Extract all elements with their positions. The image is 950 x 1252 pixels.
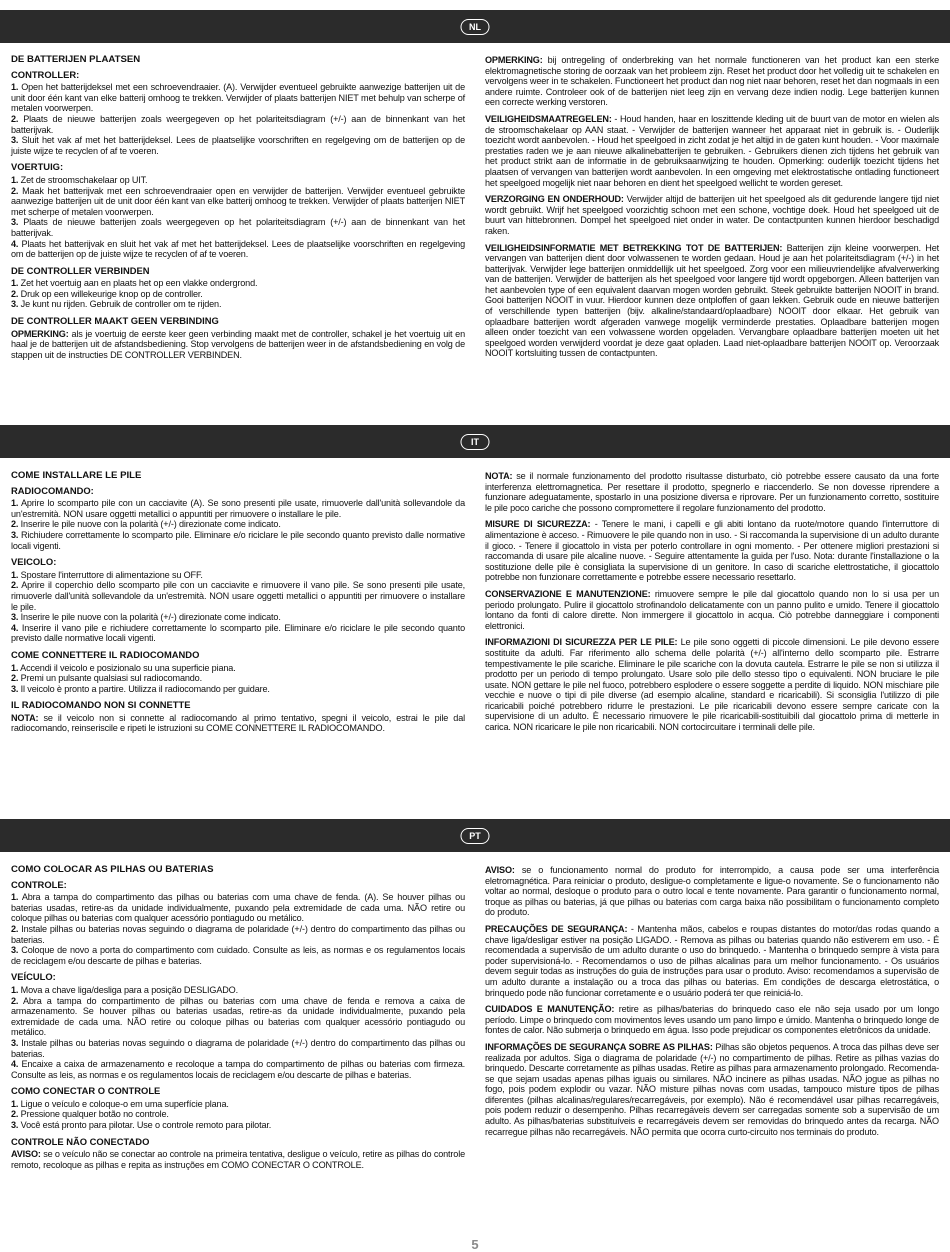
- step-text: Sluit het vak af met het batterijdeksel. Lees de plaatselijke voorschriften en regelgeving om de batterijen op de juiste wijze te recyclen of af te voeren.: [11, 135, 465, 156]
- step-text: Pressione qualquer botão no controle.: [18, 1109, 169, 1120]
- paragraph-text: retire as pilhas/baterias do brinquedo caso ele não seja usado por um longo período. Limpe o brinquedo com movimentos leves usando um pano limpo e úmido. Mantenha o brinquedo longe de fontes de calor. Não submerja o brinquedo em água. Isso pode prejudicar os componentes eletrônicos da unidade.: [485, 1004, 939, 1036]
- step-text: Je kunt nu rijden. Gebruik de controller om te rijden.: [18, 299, 222, 310]
- subheading: VEÍCULO:: [11, 971, 56, 983]
- paragraph: [11, 329, 465, 361]
- it-left-column: [11, 471, 465, 740]
- step-number: 4.: [11, 1059, 19, 1070]
- instruction-step: [11, 996, 465, 1038]
- step-text: Open het batterijdeksel met een schroevendraaier. (A). Verwijder eventueel gebruikte aanwezige batterijen uit de unit door één kant van elke batterij omhoog te trekken. Verwijder of plaats batterijen NIET met behulp van scherpe of metalen voorwerpen.: [11, 82, 465, 114]
- instruction-step: [11, 1038, 465, 1059]
- instruction-step: [11, 673, 465, 684]
- language-badge-it: IT: [461, 434, 490, 450]
- paragraph-label: INFORMAZIONI DI SICUREZZA PER LE PILE:: [485, 637, 678, 648]
- paragraph-label: VERZORGING EN ONDERHOUD:: [485, 194, 624, 205]
- step-text: Plaats de nieuwe batterijen zoals weergegeven op het polariteitsdiagram (+/-) aan de binnenkant van het batterijvak.: [11, 113, 465, 135]
- step-number: 2.: [11, 113, 19, 124]
- paragraph-text: als je voertuig de eerste keer geen verbinding maakt met de controller, schakel je het voertuig uit en haal je de batterijen uit de afstandsbediening. Stop vervolgens de batterijen weer in de afstandsbediening en volg de stappen uit de instructies DE CONTROLLER VERBINDEN.: [11, 328, 465, 360]
- instruction-step: [11, 580, 465, 612]
- subheading: COMO CONECTAR O CONTROLE: [11, 1085, 161, 1097]
- paragraph-label: MISURE DI SICUREZZA:: [485, 519, 591, 530]
- instruction-list: [11, 663, 465, 695]
- paragraph: [485, 1004, 939, 1036]
- language-band-nl: [0, 10, 950, 43]
- step-text: Aprire lo scomparto pile con un cacciavite (A). Se sono presenti pile usate, rimuoverle dall'unità sollevandole da un'estremità. NON usare oggetti metallici o appuntiti per rimuovere o installare le pile.: [11, 498, 465, 519]
- language-badge-pt: PT: [461, 828, 490, 844]
- step-number: 3.: [11, 683, 19, 694]
- instruction-step: [11, 612, 465, 623]
- step-text: Ligue o veículo e coloque-o em uma superfície plana.: [18, 1098, 229, 1109]
- paragraph-label: OPMERKING:: [11, 328, 69, 339]
- step-text: Você está pronto para pilotar. Use o controle remoto para pilotar.: [18, 1120, 272, 1131]
- paragraph-text: se o veículo não se conectar ao controle na primeira tentativa, desligue o veículo, retire as pilhas do controle remoto, recoloque as pilhas e repita as instruções em COMO CONECTAR O CONTROLE.: [11, 1149, 465, 1170]
- step-number: 3.: [11, 299, 19, 310]
- paragraph-label: CUIDADOS E MANUTENÇÃO:: [485, 1004, 615, 1015]
- instruction-list: [11, 175, 465, 260]
- step-number: 1.: [11, 498, 19, 509]
- language-band-pt: [0, 819, 950, 852]
- subheading: DE CONTROLLER VERBINDEN: [11, 264, 150, 276]
- paragraph-text: - Houd handen, haar en loszittende kleding uit de buurt van de motor en wielen als de stroomschakelaar op AAN staat. - Verwijder de batterijen wanneer het apparaat niet in gebruik is. - Ouderlijk toezicht wordt aanbevolen. - Houd het speelgoed in zicht zodat je het altijd in de gaten kunt houden. - Voor maximale prestaties raden we je aan nieuwe alkalinebatterijen te gebruiken. - Gebruikers dienen zich tijdens het gebruik van het product strikt aan de informatie in de gebruiksaanwijzing te houden. Opmerking: ouderlijk toezicht tijdens het plaatsen of vervangen van batterijen wordt aanbevolen. In een omgeving met elektrostatische ontlading functioneert het speelgoed mogelijk niet naar behoren en dient het speelgoed wellicht te worden gereset.: [485, 113, 939, 188]
- instruction-step: [11, 1099, 465, 1110]
- subheading: COME CONNETTERE IL RADIOCOMANDO: [11, 648, 200, 660]
- step-number: 1.: [11, 82, 19, 93]
- paragraph-label: VEILIGHEIDSMAATREGELEN:: [485, 113, 612, 124]
- section-title: COMO COLOCAR AS PILHAS OU BATERIAS: [11, 864, 214, 875]
- subheading: IL RADIOCOMANDO NON SI CONNETTE: [11, 699, 191, 711]
- paragraph-label: NOTA:: [11, 712, 39, 723]
- step-text: Plaats de nieuwe batterijen zoals weergegeven op het polariteitsdiagram (+/-) aan de binnenkant van het batterijvak.: [11, 217, 465, 238]
- step-number: 1.: [11, 892, 19, 903]
- instruction-list: [11, 570, 465, 644]
- paragraph: [485, 114, 939, 188]
- pt-left-column: [11, 865, 465, 1176]
- step-text: Richiudere correttamente lo scomparto pile. Eliminare e/o riciclare le pile secondo quanto previsto dalle normative locali vigenti.: [11, 529, 465, 551]
- step-number: 4.: [11, 238, 19, 249]
- paragraph: [485, 865, 939, 918]
- paragraph: [485, 471, 939, 513]
- section-title: DE BATTERIJEN PLAATSEN: [11, 54, 141, 65]
- step-text: Instale pilhas ou baterias novas seguindo o diagrama de polaridade (+/-) dentro do compartimento das pilhas ou baterias.: [11, 923, 465, 945]
- step-number: 4.: [11, 622, 19, 633]
- step-number: 2.: [11, 923, 19, 934]
- paragraph-text: - Mantenha mãos, cabelos e roupas distantes do motor/das rodas quando a chave liga/desligar estiver na posição LIGADO. - Remova as pilhas ou baterias quando não estiverem em uso. - É recomendada a supervisão de um adulto durante o uso do brinquedo. - Mantenha o brinquedo sempre à vista para poder supervisioná-lo. - Recomendamos o uso de pilhas alcalinas para um melhor funcionamento. - Os usuários devem seguir todas as instruções do guia de instruções para usar o produto. Aviso: recomendamos a supervisão de um adulto durante a instalação ou a troca das pilhas ou baterias. Em condições de descarga eletrostática, o brinquedo pode não funcionar corretamente e o usuário poderá ter que reiniciá-lo.: [485, 923, 939, 998]
- instruction-step: [11, 1109, 465, 1120]
- instruction-step: [11, 114, 465, 135]
- instruction-step: [11, 289, 465, 300]
- paragraph-label: CONSERVAZIONE E MANUTENZIONE:: [485, 588, 651, 599]
- step-number: 2.: [11, 673, 19, 684]
- instruction-step: [11, 299, 465, 310]
- step-text: Mova a chave liga/desliga para a posição DESLIGADO.: [18, 984, 238, 995]
- step-text: Zet de stroomschakelaar op UIT.: [18, 174, 148, 185]
- paragraph-label: INFORMAÇÕES DE SEGURANÇA SOBRE AS PILHAS:: [485, 1041, 713, 1052]
- paragraph-text: Pilhas são objetos pequenos. A troca das pilhas deve ser realizada por adultos. Siga o diagrama de polaridade (+/-) no compartimento de pilhas. Retire as pilhas vazias do brinquedo. Descarte corretamente as pilhas usadas. Retire as pilhas para armazenamento prolongado. Recomenda-se que sejam usadas apenas pilhas iguais ou similares. NÃO incinere as pilhas usadas. NÃO jogue as pilhas no fogo, pois podem explodir ou vazar. NÃO misture pilhas novas com usadas, tampouco misture tipos de pilhas diferentes (pilhas alcalinas/regulares/recarregáveis, por exemplo). Não é recomendável usar pilhas recarregáveis, pois podem reduzir o desempenho. Pilhas recarregáveis devem ser carregadas somente sob a supervisão de um adulto. As pilhas/baterias substituíveis e recarregáveis devem ser removidas do brinquedo antes da recarga. NÃO recarregue pilhas não recarregáveis. NÃO permita que ocorra curto-circuito nos terminais do produto.: [485, 1041, 939, 1137]
- subheading: CONTROLLER:: [11, 68, 80, 80]
- paragraph-text: Le pile sono oggetti di piccole dimensioni. Le pile devono essere sostituite da adulti. Far riferimento allo schema delle polarità (+/-) all'interno dello scomparto pile. Estrarre tempestivamente le pile scariche. Eliminare le pile scariche con la dovuta cautela. Estrarre le pile se non si utilizza il prodotto per un periodo di tempo prolungato. Usare solo pile dello stesso tipo o equivalenti. NON bruciare le pile usate. NON gettare le pile nel fuoco, potrebbero esplodere o essere soggette a perdite di liquido. NON mischiare pile vecchie e nuove o tipi di pile diverse (ad esempio alcaline, standard e ricaricabili). Si sconsiglia l'utilizzo di pile ricaricabili poiché potrebbero ridurre le prestazioni. Le pile ricaricabili devono essere sempre caricate con la supervisione di un adulto. È necessario rimuovere le pile ricaricabili-sostituibili dal giocattolo prima di metterle in carica. NON ricaricare le pile non ricaricabili. NON cortocircuitare i terminali delle pile.: [485, 637, 939, 733]
- paragraph-label: VEILIGHEIDSINFORMATIE MET BETREKKING TOT DE BATTERIJEN:: [485, 242, 783, 253]
- instruction-step: [11, 1059, 465, 1080]
- instruction-step: [11, 570, 465, 581]
- step-number: 2.: [11, 580, 19, 591]
- paragraph-label: AVISO:: [485, 865, 515, 875]
- subheading: RADIOCOMANDO:: [11, 484, 94, 496]
- step-text: Inserire le pile nuove con la polarità (+/-) direzionate come indicato.: [18, 519, 281, 530]
- instruction-step: [11, 924, 465, 945]
- pt-right-column: [485, 865, 939, 1143]
- step-text: Spostare l'interruttore di alimentazione su OFF.: [18, 569, 203, 580]
- subheading: VEICOLO:: [11, 556, 57, 568]
- language-band-it: [0, 425, 950, 458]
- step-text: Coloque de novo a porta do compartimento com cuidado. Consulte as leis, as normas e os regulamentos locais de reciclagem e/ou descarte de pilhas e baterias.: [11, 945, 465, 966]
- step-number: 3.: [11, 135, 19, 146]
- instruction-step: [11, 945, 465, 966]
- step-number: 1.: [11, 278, 19, 289]
- step-text: Encaixe a caixa de armazenamento e recoloque a tampa do compartimento de pilhas ou baterias com firmeza. Consulte as leis, as normas e os regulamentos locais de reciclagem e/ou descarte de pilhas e baterias.: [11, 1059, 465, 1080]
- instruction-list: [11, 892, 465, 966]
- nl-right-column: [485, 55, 939, 365]
- instruction-step: [11, 684, 465, 695]
- instruction-step: [11, 217, 465, 238]
- step-text: Inserire il vano pile e richiudere correttamente lo scomparto pile. Eliminare e/o riciclare le pile secondo quanto previsto dalle normative locali vigenti.: [11, 622, 465, 644]
- instruction-step: [11, 1120, 465, 1131]
- step-text: Maak het batterijvak met een schroevendraaier open en verwijder de batterijen. Verwijder eventueel gebruikte aanwezige batterijen uit de unit door één kant van elke batterij omhoog te trekken. Verwijder of plaats batterijen NIET met scherpe of metalen voorwerpen.: [11, 185, 465, 217]
- section-title: COME INSTALLARE LE PILE: [11, 470, 142, 481]
- step-number: 2.: [11, 519, 19, 530]
- step-number: 3.: [11, 1120, 19, 1131]
- instruction-step: [11, 623, 465, 644]
- step-text: Il veicolo è pronto a partire. Utilizza il radiocomando per guidare.: [18, 683, 270, 694]
- step-text: Abra a tampa do compartimento das pilhas ou baterias com uma chave de fenda. (A). Se houver pilhas ou baterias usadas, retire-as da unidade individualmente, puxando pela extremidade de cada uma. NÃO retire ou coloque pilhas ou baterias com qualquer acessório pontiagudo ou metálico.: [11, 892, 465, 924]
- paragraph-label: AVISO:: [11, 1149, 41, 1160]
- instruction-step: [11, 186, 465, 218]
- instruction-step: [11, 530, 465, 551]
- paragraph: [11, 713, 465, 734]
- subheading: CONTROLE NÃO CONECTADO: [11, 1135, 150, 1147]
- instruction-step: [11, 663, 465, 674]
- it-right-column: [485, 471, 939, 739]
- page-number: 5: [471, 1237, 479, 1252]
- instruction-list: [11, 985, 465, 1080]
- step-number: 1.: [11, 174, 19, 185]
- paragraph-text: rimuovere sempre le pile dal giocattolo quando non lo si usa per un periodo prolungato. Pulire il giocattolo strofinandolo delicatamente con un panno pulito e umido. Tenere il giocattolo lontano da fonti di calore dirette. Non immergere il giocattolo in acqua. Ciò potrebbe danneggiare i componenti elettronici.: [485, 588, 939, 631]
- paragraph: [485, 1042, 939, 1137]
- step-number: 1.: [11, 1098, 19, 1109]
- step-text: Instale pilhas ou baterias novas seguindo o diagrama de polaridade (+/-) dentro do compartimento das pilhas ou baterias.: [11, 1037, 465, 1059]
- instruction-list: [11, 82, 465, 156]
- paragraph-text: se il normale funzionamento del prodotto risultasse disturbato, ciò potrebbe essere causato da una forte interferenza elettromagnetica. Per resettare il prodotto, spegnerlo e riaccenderlo. Se non dovesse riprendere a funzionare adeguatamente, spostarlo in una posizione diversa e riprovare. Per un funzionamento corretto, sostituire le pile poco cariche che possono compromettere il regolare funzionamento del prodotto.: [485, 471, 939, 513]
- paragraph-text: Verwijder altijd de batterijen uit het speelgoed als dit gedurende langere tijd niet wordt gebruikt. Wrijf het speelgoed voorzichtig schoon met een schone, vochtige doek. Houd het speelgoed uit de buurt van hittebronnen. Dompel het speelgoed niet onder in water. De contactpunten kunnen hierdoor beschadigd raken.: [485, 194, 939, 236]
- step-text: Accendi il veicolo e posizionalo su una superficie piana.: [18, 662, 236, 673]
- step-number: 2.: [11, 288, 19, 299]
- paragraph-label: PRECAUÇÕES DE SEGURANÇA:: [485, 923, 628, 934]
- paragraph-text: Batterijen zijn kleine voorwerpen. Het vervangen van batterijen dient door volwassenen te worden gedaan. Houd je aan het polariteitsdiagram (+/-) in het batterijvak. Verwijder lege batterijen onmiddellijk uit het speelgoed. Zorg voor een milieuvriendelijke afvalverwerking van de batterijen. Verwijder de batterijen als het speelgoed voor langere tijd wordt opgeborgen. Alleen batterijen van het aanbevolen type of een equivalent daarvan mogen worden gebruikt. Steek gebruikte batterijen NOOIT in brand. Gooi batterijen NOOIT in vuur. Hierdoor kunnen deze ontploffen of gaan lekken. Gebruik oude en nieuwe batterijen of verschillende typen batterijen (bijv. alkaline/standaard/oplaadbare) NOOIT door elkaar. Het gebruik van oplaadbare batterijen wordt afgeraden vanwege mogelijk verminderde prestaties. Oplaadbare batterijen mogen alleen onder toezicht van een volwassene worden opgeladen. Vervangbare oplaadbare batterijen moeten uit het speelgoed worden verwijderd voordat je deze gaat opladen. Laad niet-oplaadbare batterijen NOOIT op. Veroorzaak NOOIT kortsluiting tussen de contactpunten.: [485, 242, 939, 359]
- paragraph-label: OPMERKING:: [485, 55, 543, 65]
- step-number: 3.: [11, 945, 19, 956]
- instruction-step: [11, 278, 465, 289]
- step-text: Plaats het batterijvak en sluit het vak af met het batterijdeksel. Lees de plaatselijke voorschriften en regelgeving om de batterijen op de juiste wijze te recyclen of af te voeren.: [11, 238, 465, 260]
- subheading: CONTROLE:: [11, 878, 67, 890]
- instruction-step: [11, 892, 465, 924]
- instruction-step: [11, 82, 465, 114]
- step-number: 2.: [11, 995, 19, 1006]
- step-number: 3.: [11, 612, 19, 623]
- paragraph-text: se o funcionamento normal do produto for interrompido, a causa pode ser uma interferência eletromagnética. Para reiniciar o produto, desligue-o completamente e ligue-o novamente. Se o funcionamento não voltar ao normal, desloque o produto para o outro local e tente novamente. Para garantir o funcionamento normal, troque as pilhas ou baterias, já que pilhas ou baterias com carga baixa não possibilitam o funcionamento completo do produto.: [485, 865, 939, 918]
- step-number: 3.: [11, 529, 19, 540]
- step-text: Abra a tampa do compartimento de pilhas ou baterias com uma chave de fenda e remova a caixa de armazenamento. Se houver pilhas ou baterias usadas, retire-as da unidade individualmente, puxando pela extremidade de cada uma. NÃO retire ou coloque pilhas ou baterias com qualquer acessório pontiagudo ou metálico.: [11, 995, 465, 1038]
- paragraph: [485, 194, 939, 236]
- step-number: 1.: [11, 984, 19, 995]
- instruction-list: [11, 278, 465, 310]
- subheading: VOERTUIG:: [11, 161, 64, 173]
- instruction-list: [11, 1099, 465, 1131]
- paragraph: [11, 1149, 465, 1170]
- paragraph-text: bij ontregeling of onderbreking van het normale functioneren van het product kan een sterke elektromagnetische storing de oorzaak van het probleem zijn. Reset het product door het volledig uit te schakelen en vervolgens weer in te schakelen. Functioneert het product dan nog niet naar behoren, reset het dan nogmaals in een andere ruimte. Controleer ook of de batterijen niet leeg zijn en vervang deze indien nodig. Lege batterijen kunnen een correcte werking verstoren.: [485, 55, 939, 108]
- step-text: Zet het voertuig aan en plaats het op een vlakke ondergrond.: [18, 278, 258, 289]
- paragraph: [485, 243, 939, 360]
- paragraph-text: - Tenere le mani, i capelli e gli abiti lontano da ruote/motore quando l'interruttore di alimentazione è acceso. - Rimuovere le pile quando non in uso. - Si raccomanda la supervisione di un adulto durante il gioco. - Tenere il giocattolo in vista per poterlo controllare in ogni momento. - Per ottenere migliori prestazioni si raccomanda di usare pile alcaline nuove. - Seguire attentamente la guida per l'uso. Nota: durante l'installazione o la sostituzione delle pile è consigliata la supervisione di un genitore. In caso di scariche elettrostatiche, il giocattolo potrebbe non funzionare correttamente e potrebbe essere necessario resettarlo.: [485, 519, 939, 583]
- language-badge-nl: NL: [461, 19, 490, 35]
- step-number: 2.: [11, 1109, 19, 1120]
- paragraph-text: se il veicolo non si connette al radiocomando al primo tentativo, spegni il veicolo, estrai le pile dal radiocomando, reinseriscile e ripeti le istruzioni su COME CONNETTERE IL RADIOCOMANDO.: [11, 712, 465, 734]
- instruction-step: [11, 175, 465, 186]
- step-text: Premi un pulsante qualsiasi sul radiocomando.: [18, 673, 202, 684]
- nl-left-column: [11, 55, 465, 366]
- step-number: 3.: [11, 1037, 19, 1048]
- paragraph: [485, 55, 939, 108]
- paragraph: [485, 589, 939, 631]
- instruction-step: [11, 135, 465, 156]
- paragraph: [485, 637, 939, 732]
- instruction-step: [11, 985, 465, 996]
- step-text: Inserire le pile nuove con la polarità (+/-) direzionate come indicato.: [18, 612, 281, 623]
- instruction-step: [11, 498, 465, 519]
- paragraph-label: NOTA:: [485, 471, 513, 481]
- step-text: Druk op een willekeurige knop op de controller.: [18, 288, 203, 299]
- paragraph: [485, 924, 939, 998]
- step-number: 2.: [11, 185, 19, 196]
- instruction-list: [11, 498, 465, 551]
- instruction-step: [11, 519, 465, 530]
- step-number: 3.: [11, 217, 19, 228]
- paragraph: [485, 519, 939, 583]
- instruction-step: [11, 239, 465, 260]
- step-number: 1.: [11, 662, 19, 673]
- subheading: DE CONTROLLER MAAKT GEEN VERBINDING: [11, 315, 219, 327]
- step-number: 1.: [11, 569, 19, 580]
- step-text: Aprire il coperchio dello scomparto pile con un cacciavite e rimuovere il vano pile. Se sono presenti pile usate, rimuoverle dall'unità sollevandole da un'estremità. NON usare oggetti metallici o appuntiti per rimuovere o installare le pile.: [11, 580, 465, 612]
